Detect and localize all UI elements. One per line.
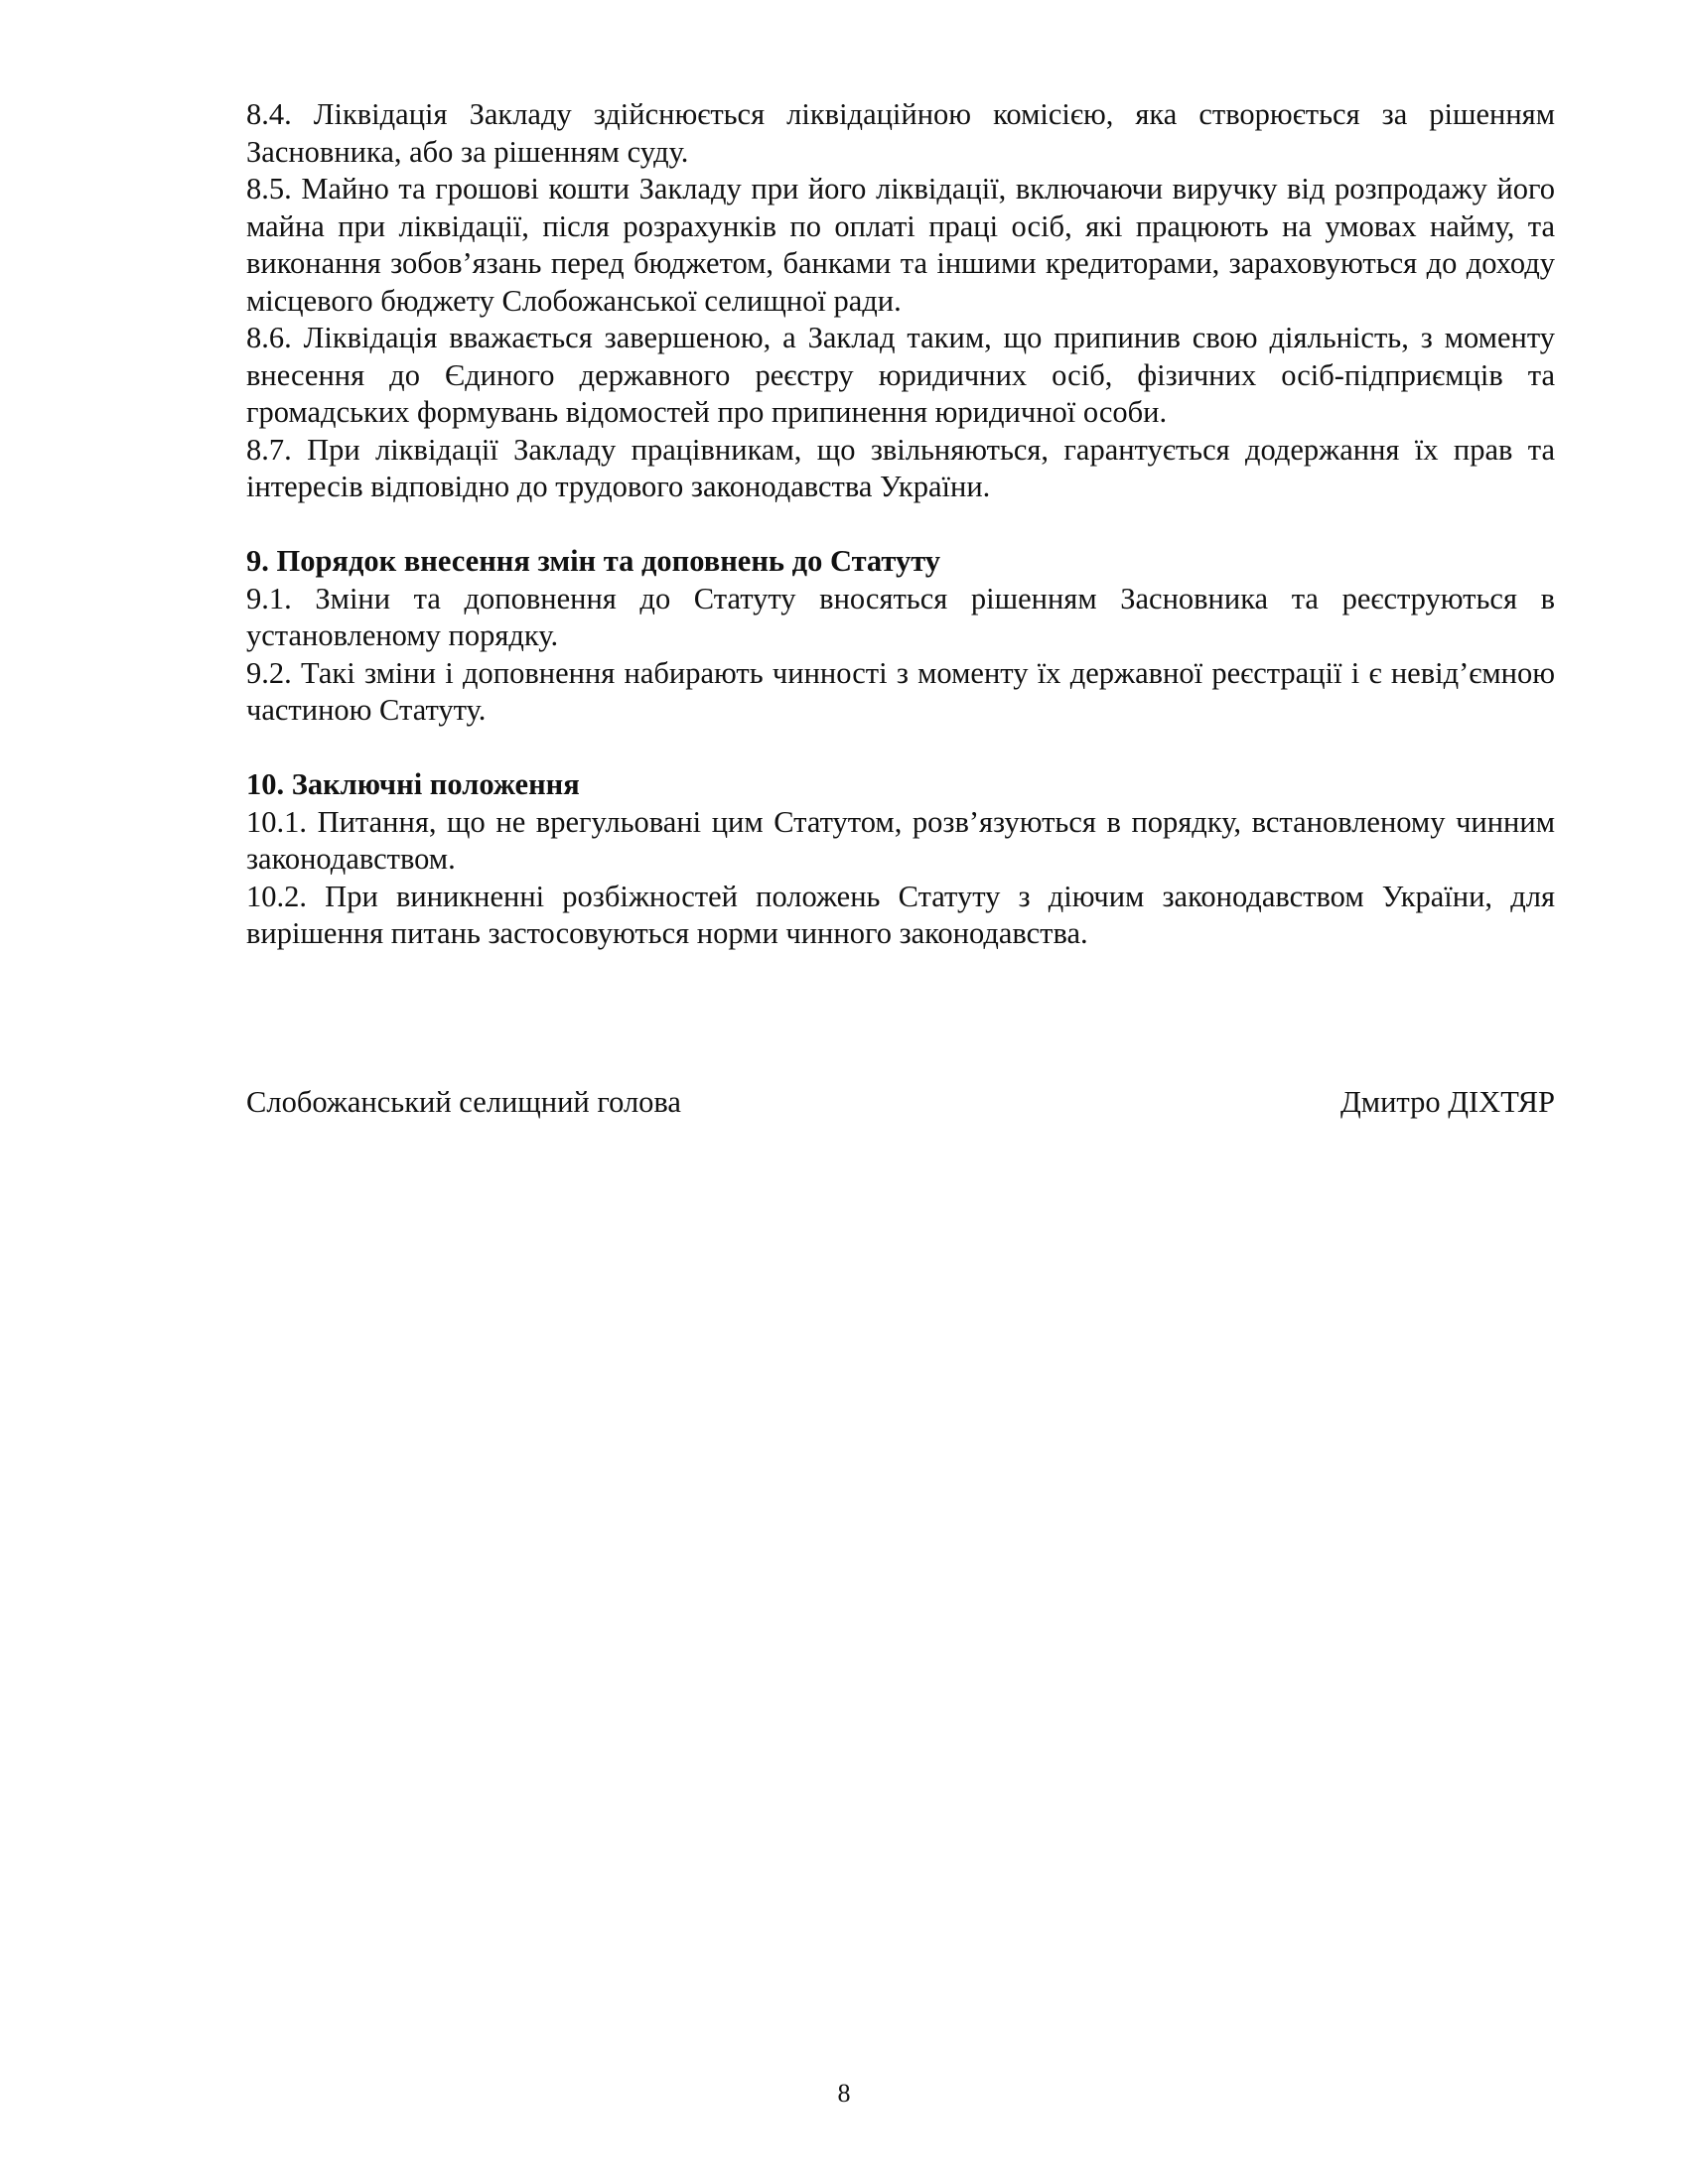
paragraph-8-5: 8.5. Майно та грошові кошти Закладу при його ліквідації, включаючи виручку від розпродажу його майна при ліквідації, після розрахунків по оплаті праці осіб, які працюють на умовах найму, та виконання зобов’язань перед бюджетом, банками та іншими кредиторами, зараховуються до доходу місцевого бюджету Слобожанської селищної ради. <box>246 172 1555 318</box>
section-10-heading: 10. Заключні положення <box>246 767 580 801</box>
signatory-name: Дмитро ДІХТЯР <box>1339 1085 1555 1119</box>
section-10 <box>246 766 1555 953</box>
document-body <box>246 96 1555 953</box>
section-9 <box>246 543 1555 730</box>
paragraph-9-1: 9.1. Зміни та доповнення до Статуту вносяться рішенням Засновника та реєструються в установленому порядку. <box>246 581 1555 652</box>
signature-block <box>246 1084 1555 1122</box>
paragraph-10-1: 10.1. Питання, що не врегульовані цим Статутом, розв’язуються в порядку, встановленому чинним законодавством. <box>246 804 1555 876</box>
section-9-heading: 9. Порядок внесення змін та доповнень до Статуту <box>246 544 941 578</box>
paragraph-8-4: 8.4. Ліквідація Закладу здійснюється ліквідаційною комісією, яка створюється за рішенням Засновника, або за рішенням суду. <box>246 97 1555 169</box>
paragraph-8-6: 8.6. Ліквідація вважається завершеною, а Заклад таким, що припинив свою діяльність, з моменту внесення до Єдиного державного реєстру юридичних осіб, фізичних осіб-підприємців та громадських формувань відомостей про припинення юридичної особи. <box>246 321 1555 429</box>
page-number: 8 <box>837 2079 851 2108</box>
paragraph-10-2: 10.2. При виникненні розбіжностей положень Статуту з діючим законодавством України, для вирішення питань застосовуються норми чинного законодавства. <box>246 879 1555 950</box>
paragraph-8-7: 8.7. При ліквідації Закладу працівникам, що звільняються, гарантується додержання їх прав та інтересів відповідно до трудового законодавства України. <box>246 432 1555 503</box>
paragraph-9-2: 9.2. Такі зміни і доповнення набирають чинності з моменту їх державної реєстрації і є невід’ємною частиною Статуту. <box>246 655 1555 727</box>
signatory-position: Слобожанський селищний голова <box>246 1085 681 1119</box>
